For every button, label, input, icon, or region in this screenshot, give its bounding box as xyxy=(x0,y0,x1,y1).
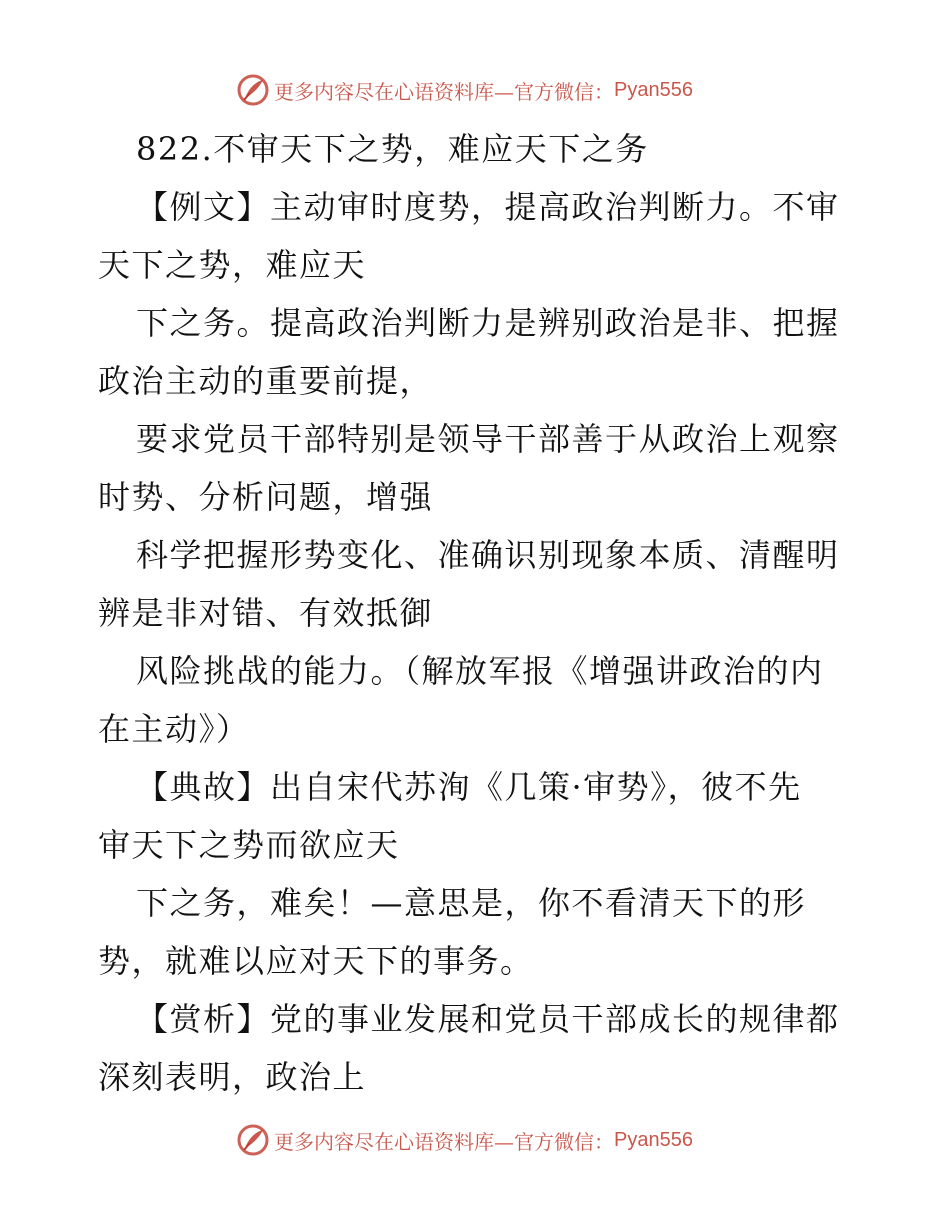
text-line: 【例文】主动审时度势，提高政治判断力。不审 xyxy=(136,188,840,226)
feather-pen-logo xyxy=(236,73,270,107)
document-body xyxy=(98,120,858,1106)
text-line: 科学把握形势变化、准确识别现象本质、清醒明 xyxy=(136,536,840,574)
text-line: 审天下之势而欲应天 xyxy=(98,826,400,864)
text-line: 风险挑战的能力。（解放军报《增强讲政治的内 xyxy=(136,652,824,690)
feather-pen-logo xyxy=(236,1123,270,1157)
text-line: 下之务，难矣！—意思是，你不看清天下的形 xyxy=(136,884,807,922)
text-line: 辨是非对错、有效抵御 xyxy=(98,594,434,632)
text-line: 天下之势，难应天 xyxy=(98,246,367,284)
text-line: 势，就难以应对天下的事务。 xyxy=(98,942,534,980)
text-line: 时势、分析问题，增强 xyxy=(98,478,434,516)
text-line: 下之务。提高政治判断力是辨别政治是非、把握 xyxy=(136,304,840,342)
watermark-footer xyxy=(236,1123,693,1157)
entry-heading: 822.不审天下之势，难应天下之务 xyxy=(136,130,649,168)
watermark-text: 更多内容尽在心语资料库—官方微信： xyxy=(274,1129,614,1154)
watermark-wechat-id: Pyan556 xyxy=(614,1128,693,1151)
text-line: 深刻表明，政治上 xyxy=(98,1058,367,1096)
watermark-wechat-id: Pyan556 xyxy=(614,78,693,101)
watermark-text: 更多内容尽在心语资料库—官方微信： xyxy=(274,79,614,104)
text-line: 【赏析】党的事业发展和党员干部成长的规律都 xyxy=(136,1000,840,1038)
text-line: 要求党员干部特别是领导干部善于从政治上观察 xyxy=(136,420,840,458)
watermark-header xyxy=(236,73,693,107)
text-line: 【典故】出自宋代苏洵《几策·审势》，彼不先 xyxy=(136,768,802,806)
text-line: 政治主动的重要前提， xyxy=(98,362,434,400)
text-line: 在主动》） xyxy=(98,710,250,748)
